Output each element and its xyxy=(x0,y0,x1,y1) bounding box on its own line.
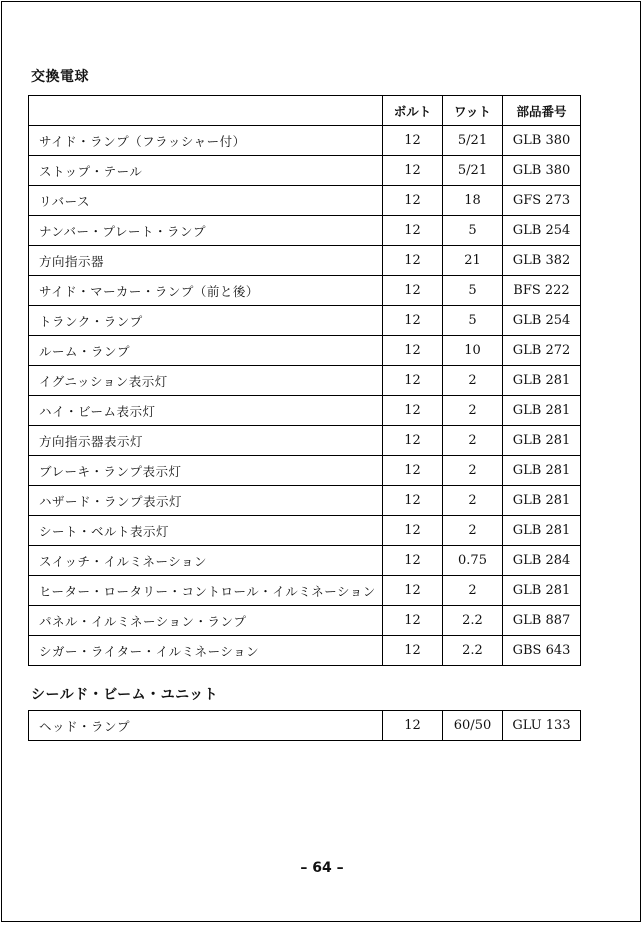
watt-value: 5/21 xyxy=(443,126,503,156)
part-number: GLB 887 xyxy=(503,606,581,636)
volt-value: 12 xyxy=(383,546,443,576)
bulb-table xyxy=(28,95,581,666)
table-row xyxy=(29,576,581,606)
watt-value: 5 xyxy=(443,306,503,336)
table-header-row xyxy=(29,96,581,126)
lamp-name: スイッチ・イルミネーション xyxy=(29,546,383,576)
lamp-name: ルーム・ランプ xyxy=(29,336,383,366)
volt-value: 12 xyxy=(383,246,443,276)
table-row xyxy=(29,711,581,741)
lamp-name: ハイ・ビーム表示灯 xyxy=(29,396,383,426)
lamp-name: サイド・ランプ（フラッシャー付） xyxy=(29,126,383,156)
table-row xyxy=(29,546,581,576)
table-row xyxy=(29,246,581,276)
header-part-number: 部品番号 xyxy=(503,96,581,126)
part-number: GLB 380 xyxy=(503,126,581,156)
part-number: GLB 380 xyxy=(503,156,581,186)
table-row xyxy=(29,126,581,156)
volt-value: 12 xyxy=(383,306,443,336)
lamp-name: 方向指示器 xyxy=(29,246,383,276)
section-title-bulbs: 交換電球 xyxy=(31,69,89,85)
header-watt: ワット xyxy=(443,96,503,126)
part-number: GLB 382 xyxy=(503,246,581,276)
lamp-name: リバース xyxy=(29,186,383,216)
lamp-name: シガー・ライター・イルミネーション xyxy=(29,636,383,666)
table-row xyxy=(29,396,581,426)
volt-value: 12 xyxy=(383,636,443,666)
table-row xyxy=(29,516,581,546)
table-row xyxy=(29,486,581,516)
lamp-name: ストップ・テール xyxy=(29,156,383,186)
watt-value: 0.75 xyxy=(443,546,503,576)
lamp-name: イグニッション表示灯 xyxy=(29,366,383,396)
part-number: GLB 254 xyxy=(503,216,581,246)
lamp-name: ブレーキ・ランプ表示灯 xyxy=(29,456,383,486)
table-row xyxy=(29,276,581,306)
watt-value: 2 xyxy=(443,576,503,606)
volt-value: 12 xyxy=(383,606,443,636)
header-volt: ボルト xyxy=(383,96,443,126)
volt-value: 12 xyxy=(383,366,443,396)
part-number: BFS 222 xyxy=(503,276,581,306)
part-number: GLB 281 xyxy=(503,516,581,546)
lamp-name: パネル・イルミネーション・ランプ xyxy=(29,606,383,636)
lamp-name: トランク・ランプ xyxy=(29,306,383,336)
volt-value: 12 xyxy=(383,126,443,156)
volt-value: 12 xyxy=(383,576,443,606)
table-row xyxy=(29,216,581,246)
watt-value: 2 xyxy=(443,396,503,426)
watt-value: 2 xyxy=(443,426,503,456)
part-number: GLB 281 xyxy=(503,576,581,606)
part-number: GLB 281 xyxy=(503,426,581,456)
volt-value: 12 xyxy=(383,426,443,456)
volt-value: 12 xyxy=(383,156,443,186)
volt-value: 12 xyxy=(383,336,443,366)
table-row xyxy=(29,636,581,666)
part-number: GLB 281 xyxy=(503,366,581,396)
lamp-name: ナンバー・プレート・ランプ xyxy=(29,216,383,246)
watt-value: 2 xyxy=(443,366,503,396)
watt-value: 60/50 xyxy=(443,711,503,741)
part-number: GBS 643 xyxy=(503,636,581,666)
table-row xyxy=(29,456,581,486)
volt-value: 12 xyxy=(383,456,443,486)
part-number: GLU 133 xyxy=(503,711,581,741)
volt-value: 12 xyxy=(383,276,443,306)
table-row xyxy=(29,156,581,186)
volt-value: 12 xyxy=(383,186,443,216)
volt-value: 12 xyxy=(383,396,443,426)
watt-value: 18 xyxy=(443,186,503,216)
header-blank-cell xyxy=(29,96,383,126)
volt-value: 12 xyxy=(383,711,443,741)
lamp-name: ハザード・ランプ表示灯 xyxy=(29,486,383,516)
part-number: GLB 281 xyxy=(503,456,581,486)
watt-value: 2 xyxy=(443,486,503,516)
volt-value: 12 xyxy=(383,516,443,546)
watt-value: 10 xyxy=(443,336,503,366)
table-row xyxy=(29,426,581,456)
part-number: GLB 272 xyxy=(503,336,581,366)
page-number: – 64 – xyxy=(300,860,344,876)
watt-value: 2.2 xyxy=(443,606,503,636)
table-row xyxy=(29,366,581,396)
part-number: GLB 281 xyxy=(503,486,581,516)
sealed-beam-table xyxy=(28,710,581,741)
watt-value: 2.2 xyxy=(443,636,503,666)
table-row xyxy=(29,336,581,366)
watt-value: 2 xyxy=(443,456,503,486)
part-number: GFS 273 xyxy=(503,186,581,216)
part-number: GLB 281 xyxy=(503,396,581,426)
volt-value: 12 xyxy=(383,216,443,246)
table-row xyxy=(29,606,581,636)
part-number: GLB 254 xyxy=(503,306,581,336)
lamp-name: ヒーター・ロータリー・コントロール・イルミネーション xyxy=(29,576,383,606)
lamp-name: 方向指示器表示灯 xyxy=(29,426,383,456)
lamp-name: シート・ベルト表示灯 xyxy=(29,516,383,546)
watt-value: 5/21 xyxy=(443,156,503,186)
table-row xyxy=(29,306,581,336)
watt-value: 21 xyxy=(443,246,503,276)
table-row xyxy=(29,186,581,216)
watt-value: 5 xyxy=(443,216,503,246)
watt-value: 2 xyxy=(443,516,503,546)
lamp-name: ヘッド・ランプ xyxy=(29,711,383,741)
watt-value: 5 xyxy=(443,276,503,306)
section-title-sealed-beam: シールド・ビーム・ユニット xyxy=(31,687,219,703)
volt-value: 12 xyxy=(383,486,443,516)
lamp-name: サイド・マーカー・ランプ（前と後） xyxy=(29,276,383,306)
part-number: GLB 284 xyxy=(503,546,581,576)
